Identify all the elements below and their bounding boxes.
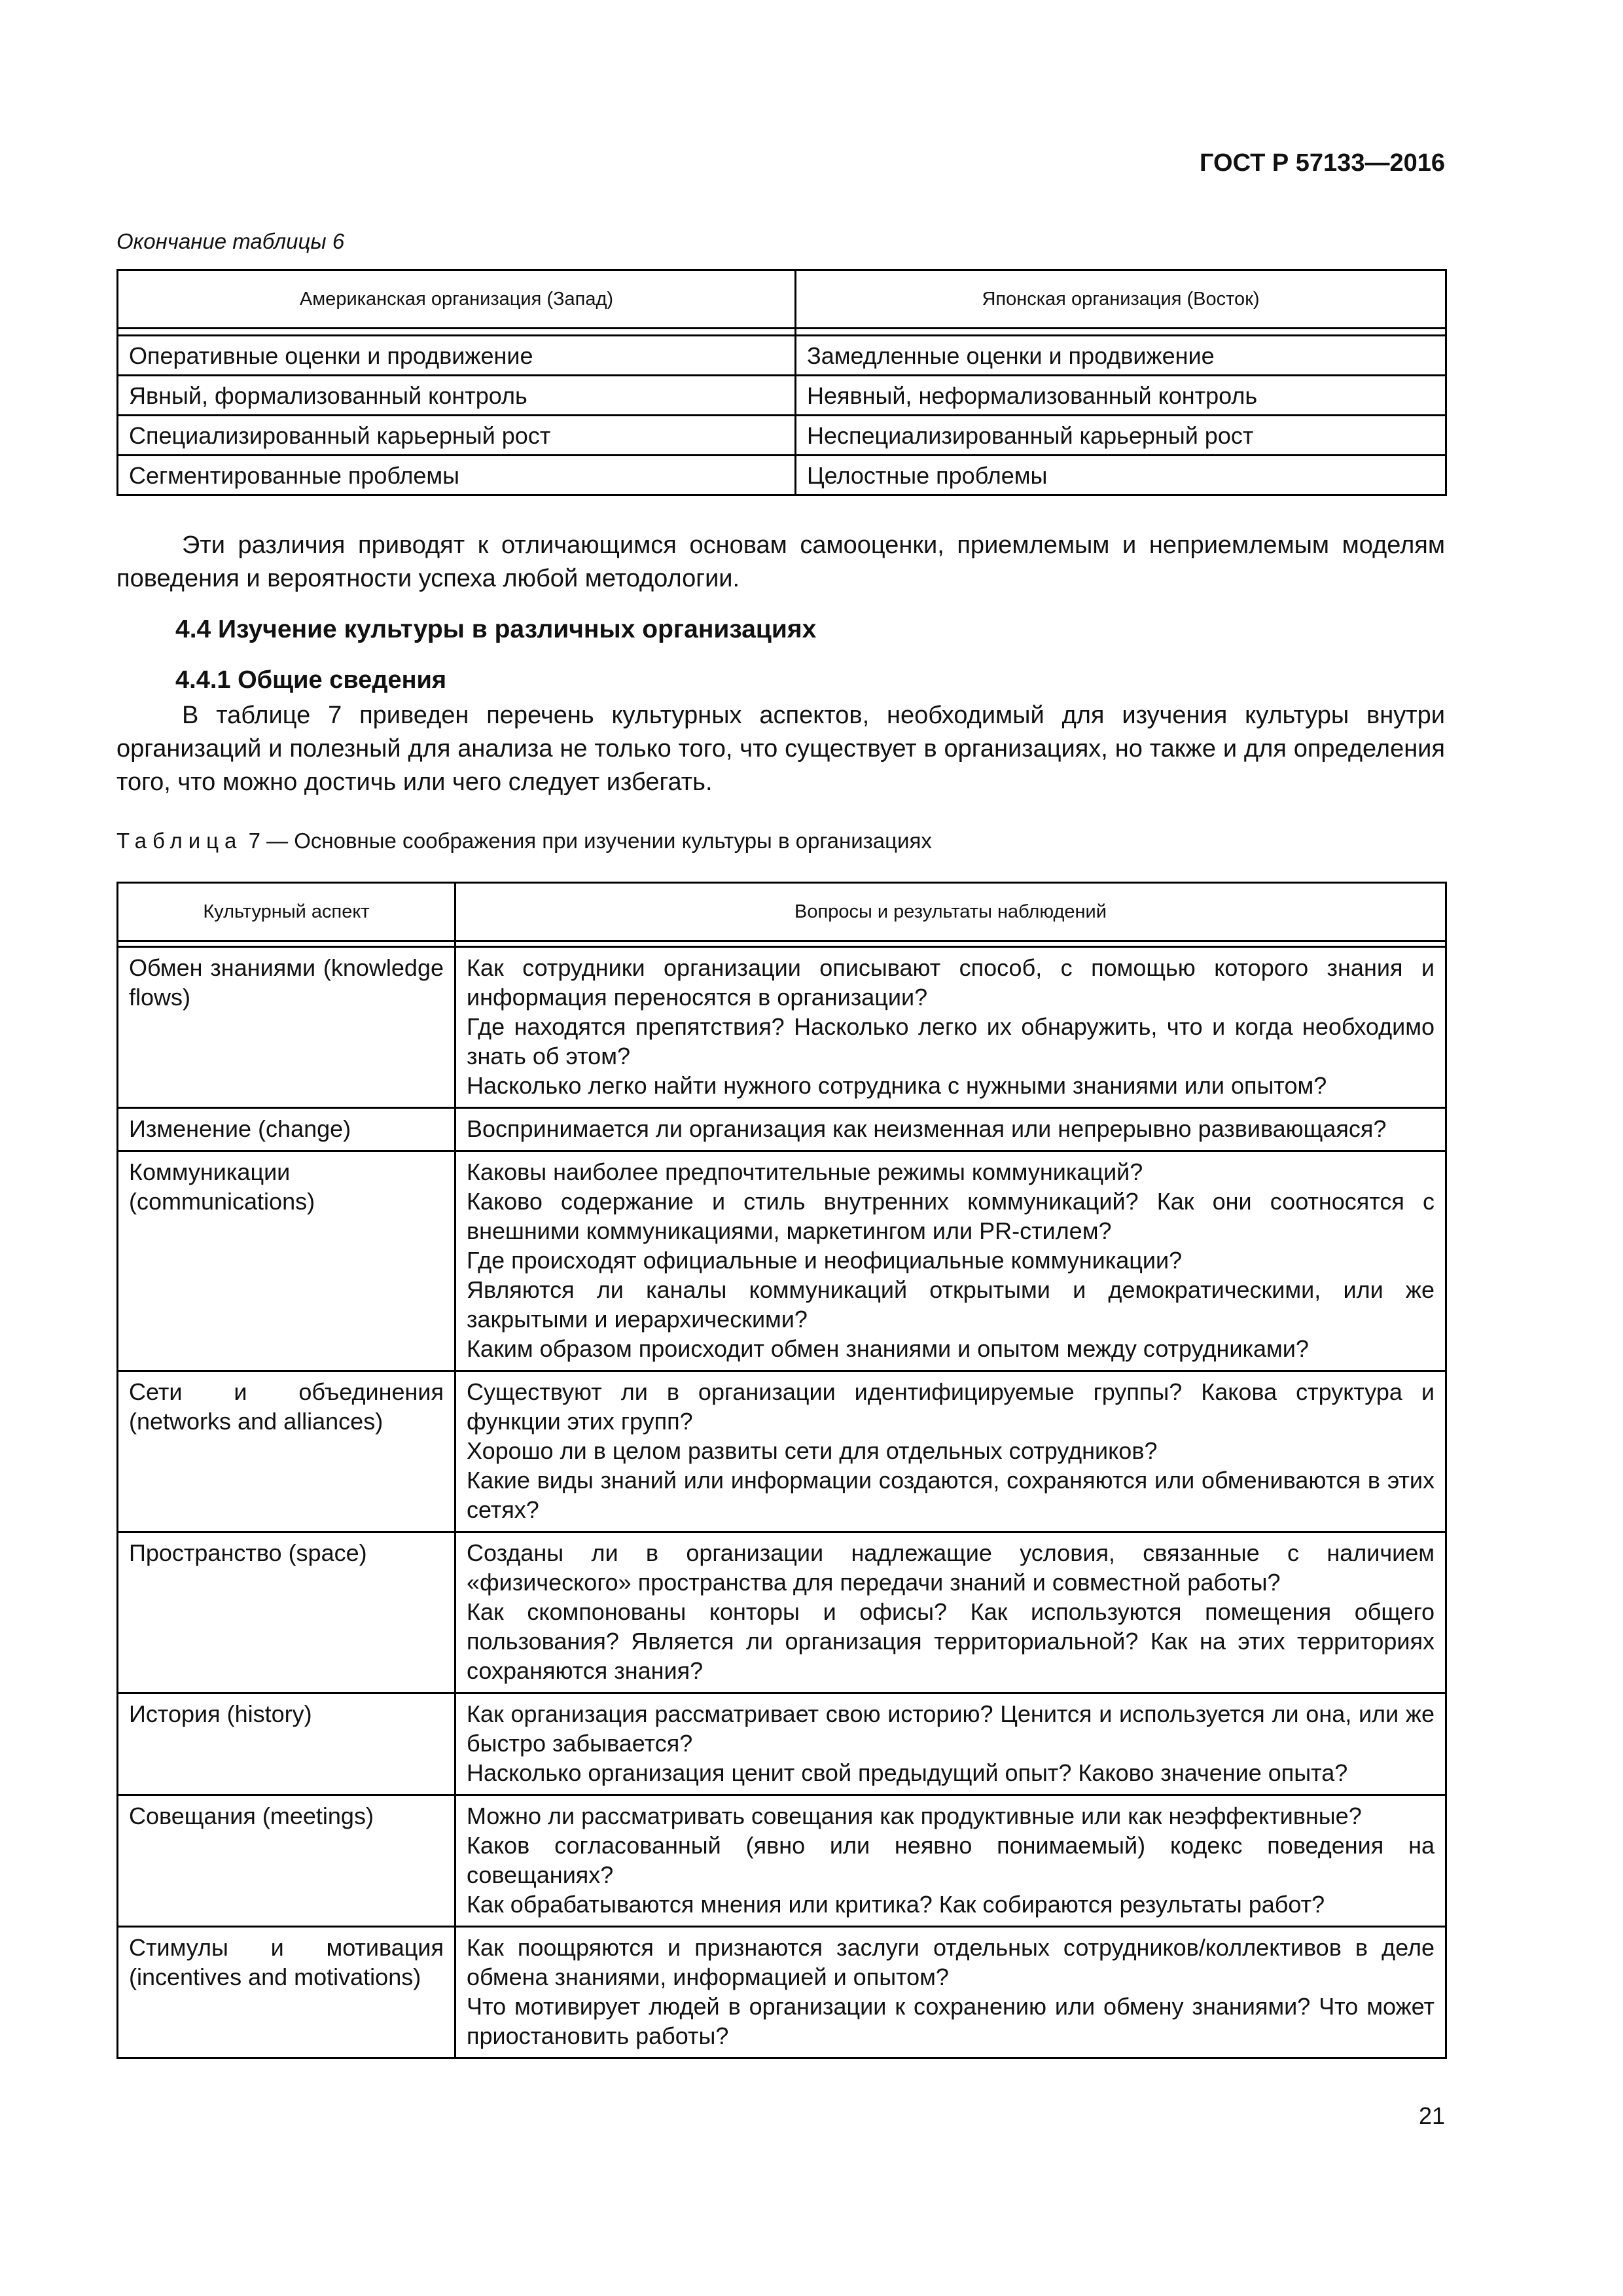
aspect-cell: Стимулы и мотивация (incentives and motivations) — [118, 1927, 455, 2058]
table6-cell-west: Оперативные оценки и продвижение — [118, 336, 796, 376]
table6-cell-west: Явный, формализованный контроль — [118, 376, 796, 416]
aspect-cell: Совещания (meetings) — [118, 1795, 455, 1927]
table-row — [118, 336, 1446, 376]
table7-col2-header: Вопросы и результаты наблюдений — [455, 883, 1446, 941]
document-header: ГОСТ Р 57133—2016 — [1200, 149, 1445, 177]
table6-cell-west: Сегментированные проблемы — [118, 456, 796, 495]
table6-cell-east: Целостные проблемы — [796, 456, 1446, 495]
question-text: Что мотивирует людей в организации к сохранению или обмену знаниями? Что может приостановить работы? — [467, 1993, 1435, 2049]
section-title: 4.4 Изучение культуры в различных организациях — [175, 615, 817, 643]
table-row — [118, 1371, 1446, 1532]
table7-caption-label: Таблица — [116, 829, 243, 853]
table6-cell-east: Неявный, неформализованный контроль — [796, 376, 1446, 416]
table6-cell-west: Специализированный карьерный рост — [118, 416, 796, 456]
table-row — [118, 947, 1446, 1108]
question-text: Существуют ли в организации идентифицируемые группы? Какова структура и функции этих групп? — [467, 1378, 1435, 1435]
questions-cell — [455, 1795, 1446, 1927]
question-text: Как сотрудники организации описывают способ, с помощью которого знания и информация переносятся в организации? — [467, 954, 1435, 1011]
table-6 — [116, 269, 1447, 496]
question-text: Являются ли каналы коммуникаций открытыми и демократическими, или же закрытыми и иерархическими? — [467, 1276, 1435, 1333]
question-text: Насколько легко найти нужного сотрудника с нужными знаниями или опытом? — [467, 1072, 1327, 1099]
table-row — [118, 1795, 1446, 1927]
table6-cell-east: Неспециализированный карьерный рост — [796, 416, 1446, 456]
aspect-cell: Обмен знаниями (knowledge flows) — [118, 947, 455, 1108]
question-text: Воспринимается ли организация как неизменная или непрерывно развивающаяся? — [467, 1115, 1387, 1142]
question-text: Каков согласованный (явно или неявно понимаемый) кодекс поведения на совещаниях? — [467, 1832, 1435, 1888]
question-text: Как организация рассматривает свою историю? Ценится и используется ли она, или же быстро забывается? — [467, 1700, 1435, 1757]
questions-cell — [455, 1108, 1446, 1151]
page-number: 21 — [1418, 2102, 1445, 2129]
table6-gap-cell — [796, 329, 1446, 336]
aspect-cell: Сети и объединения (networks and alliances) — [118, 1371, 455, 1532]
table7-caption-text: — Основные соображения при изучении культуры в организациях — [266, 829, 932, 853]
subsection-title: 4.4.1 Общие сведения — [175, 666, 447, 694]
aspect-cell: Пространство (space) — [118, 1532, 455, 1693]
questions-cell — [455, 1927, 1446, 2058]
paragraph-differences: Эти различия приводят к отличающимся основам самооценки, приемлемым и неприемлемым моделям поведения и вероятности успеха любой методологии. — [116, 531, 1445, 592]
questions-cell — [455, 947, 1446, 1108]
table6-gap-cell — [118, 329, 796, 336]
question-text: Как скомпонованы конторы и офисы? Как используются помещения общего пользования? Является ли организация территориальной? Как на этих территориях сохраняются знания? — [467, 1598, 1435, 1684]
table6-caption: Окончание таблицы 6 — [116, 229, 345, 253]
question-text: Где находятся препятствия? Насколько легко их обнаружить, что и когда необходимо знать об этом? — [467, 1013, 1435, 1069]
table-row — [118, 1532, 1446, 1693]
question-text: Насколько организация ценит свой предыдущий опыт? Каково значение опыта? — [467, 1759, 1348, 1786]
section-text: В таблице 7 приведен перечень культурных аспектов, необходимый для изучения культуры внутри организаций и полезный для анализа не только того, что существует в организациях, но также и для определения того, что можно достичь или чего следует избегать. — [116, 702, 1445, 796]
aspect-cell: Изменение (change) — [118, 1108, 455, 1151]
table6-col2-header: Японская организация (Восток) — [796, 270, 1446, 329]
table-row — [118, 1693, 1446, 1795]
questions-cell — [455, 1371, 1446, 1532]
table-7 — [116, 882, 1447, 2059]
question-text: Можно ли рассматривать совещания как продуктивные или как неэффективные? — [467, 1803, 1362, 1829]
question-text: Каково содержание и стиль внутренних коммуникаций? Как они соотносятся с внешними коммуникациями, маркетингом или PR-стилем? — [467, 1188, 1435, 1244]
table-row — [118, 1108, 1446, 1151]
table7-col1-header: Культурный аспект — [118, 883, 455, 941]
table-row — [118, 1927, 1446, 2058]
table6-cell-east: Замедленные оценки и продвижение — [796, 336, 1446, 376]
table7-gap-cell — [455, 941, 1446, 947]
table7-caption — [116, 829, 932, 853]
questions-cell — [455, 1151, 1446, 1371]
question-text: Хорошо ли в целом развиты сети для отдельных сотрудников? — [467, 1437, 1158, 1464]
question-text: Каковы наиболее предпочтительные режимы коммуникаций? — [467, 1158, 1143, 1185]
questions-cell — [455, 1693, 1446, 1795]
question-text: Каким образом происходит обмен знаниями и опытом между сотрудниками? — [467, 1335, 1309, 1362]
question-text: Как обрабатываются мнения или критика? Как собираются результаты работ? — [467, 1891, 1325, 1918]
table6-col1-header: Американская организация (Запад) — [118, 270, 796, 329]
table-row — [118, 416, 1446, 456]
question-text: Как поощряются и признаются заслуги отдельных сотрудников/коллективов в деле обмена знаниями, информацией и опытом? — [467, 1934, 1435, 1990]
question-text: Где происходят официальные и неофициальные коммуникации? — [467, 1247, 1183, 1274]
table-row — [118, 456, 1446, 495]
table-row — [118, 1151, 1446, 1371]
question-text: Какие виды знаний или информации создаются, сохраняются или обмениваются в этих сетях? — [467, 1467, 1435, 1523]
table-row — [118, 376, 1446, 416]
table7-gap-cell — [118, 941, 455, 947]
question-text: Созданы ли в организации надлежащие условия, связанные с наличием «физического» пространства для передачи знаний и совместной работы? — [467, 1539, 1435, 1596]
aspect-cell: Коммуникации (communications) — [118, 1151, 455, 1371]
aspect-cell: История (history) — [118, 1693, 455, 1795]
questions-cell — [455, 1532, 1446, 1693]
table7-caption-number: 7 — [248, 829, 260, 853]
